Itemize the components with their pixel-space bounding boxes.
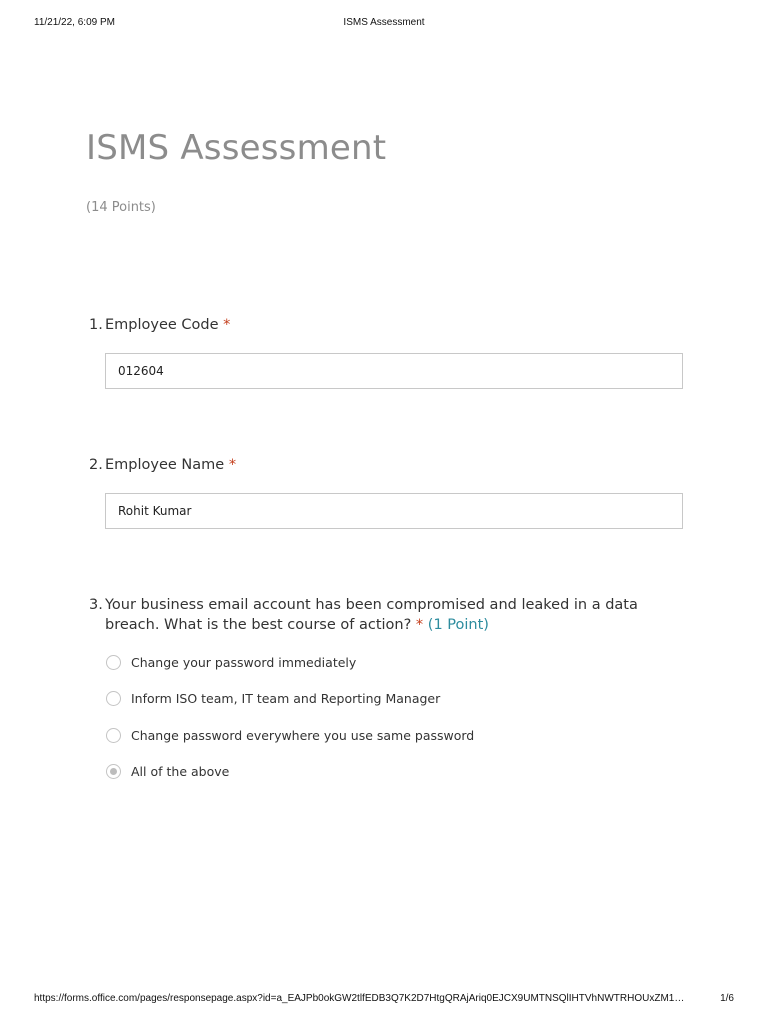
option-label: All of the above <box>131 763 230 779</box>
option-change-password-everywhere[interactable] <box>106 725 474 745</box>
print-title: ISMS Assessment <box>343 17 425 28</box>
option-label: Change your password immediately <box>131 654 357 670</box>
question-3 <box>89 595 689 635</box>
form-title: ISMS Assessment <box>86 128 387 168</box>
option-all-of-the-above[interactable] <box>106 761 229 781</box>
question-2 <box>89 455 689 475</box>
question-number: 1. <box>89 317 103 333</box>
radio-button[interactable] <box>106 655 121 670</box>
option-label: Inform ISO team, IT team and Reporting Manager <box>131 690 441 706</box>
employee-name-field[interactable] <box>105 493 683 529</box>
option-change-password[interactable] <box>106 652 356 672</box>
question-label: Your business email account has been compromised and leaked in a data breach. What is the best course of action? <box>105 597 638 633</box>
option-inform-teams[interactable] <box>106 688 440 708</box>
print-header <box>34 17 734 31</box>
question-2-title <box>89 455 689 475</box>
print-url: https://forms.office.com/pages/responsepage.aspx?id=a_EAJPb0okGW2tlfEDB3Q7K2D7HtgQRAjAriq0EJCX9UMTNSQlIHTVhNWTRHOUxZM1… <box>34 993 685 1004</box>
option-label: Change password everywhere you use same password <box>131 727 475 743</box>
employee-code-field[interactable] <box>105 353 683 389</box>
radio-button[interactable] <box>106 728 121 743</box>
question-1 <box>89 315 689 335</box>
question-3-title <box>89 595 689 635</box>
required-mark: * <box>228 457 237 473</box>
print-date: 11/21/22, 6:09 PM <box>34 17 115 28</box>
employee-code-value: 012604 <box>118 364 164 378</box>
radio-button[interactable] <box>106 691 121 706</box>
print-footer <box>34 993 734 1007</box>
question-text <box>105 595 689 635</box>
question-text <box>105 315 689 335</box>
question-number: 3. <box>89 597 103 613</box>
question-number: 2. <box>89 457 103 473</box>
question-1-title <box>89 315 689 335</box>
print-page-number: 1/6 <box>720 993 734 1004</box>
radio-button-selected[interactable] <box>106 764 121 779</box>
question-label: Employee Name <box>105 457 225 473</box>
form-points: (14 Points) <box>86 200 156 215</box>
required-mark: * <box>415 617 424 633</box>
employee-name-value: Rohit Kumar <box>118 504 192 518</box>
question-points: (1 Point) <box>427 617 489 633</box>
question-text <box>105 455 689 475</box>
question-label: Employee Code <box>105 317 219 333</box>
required-mark: * <box>223 317 231 333</box>
